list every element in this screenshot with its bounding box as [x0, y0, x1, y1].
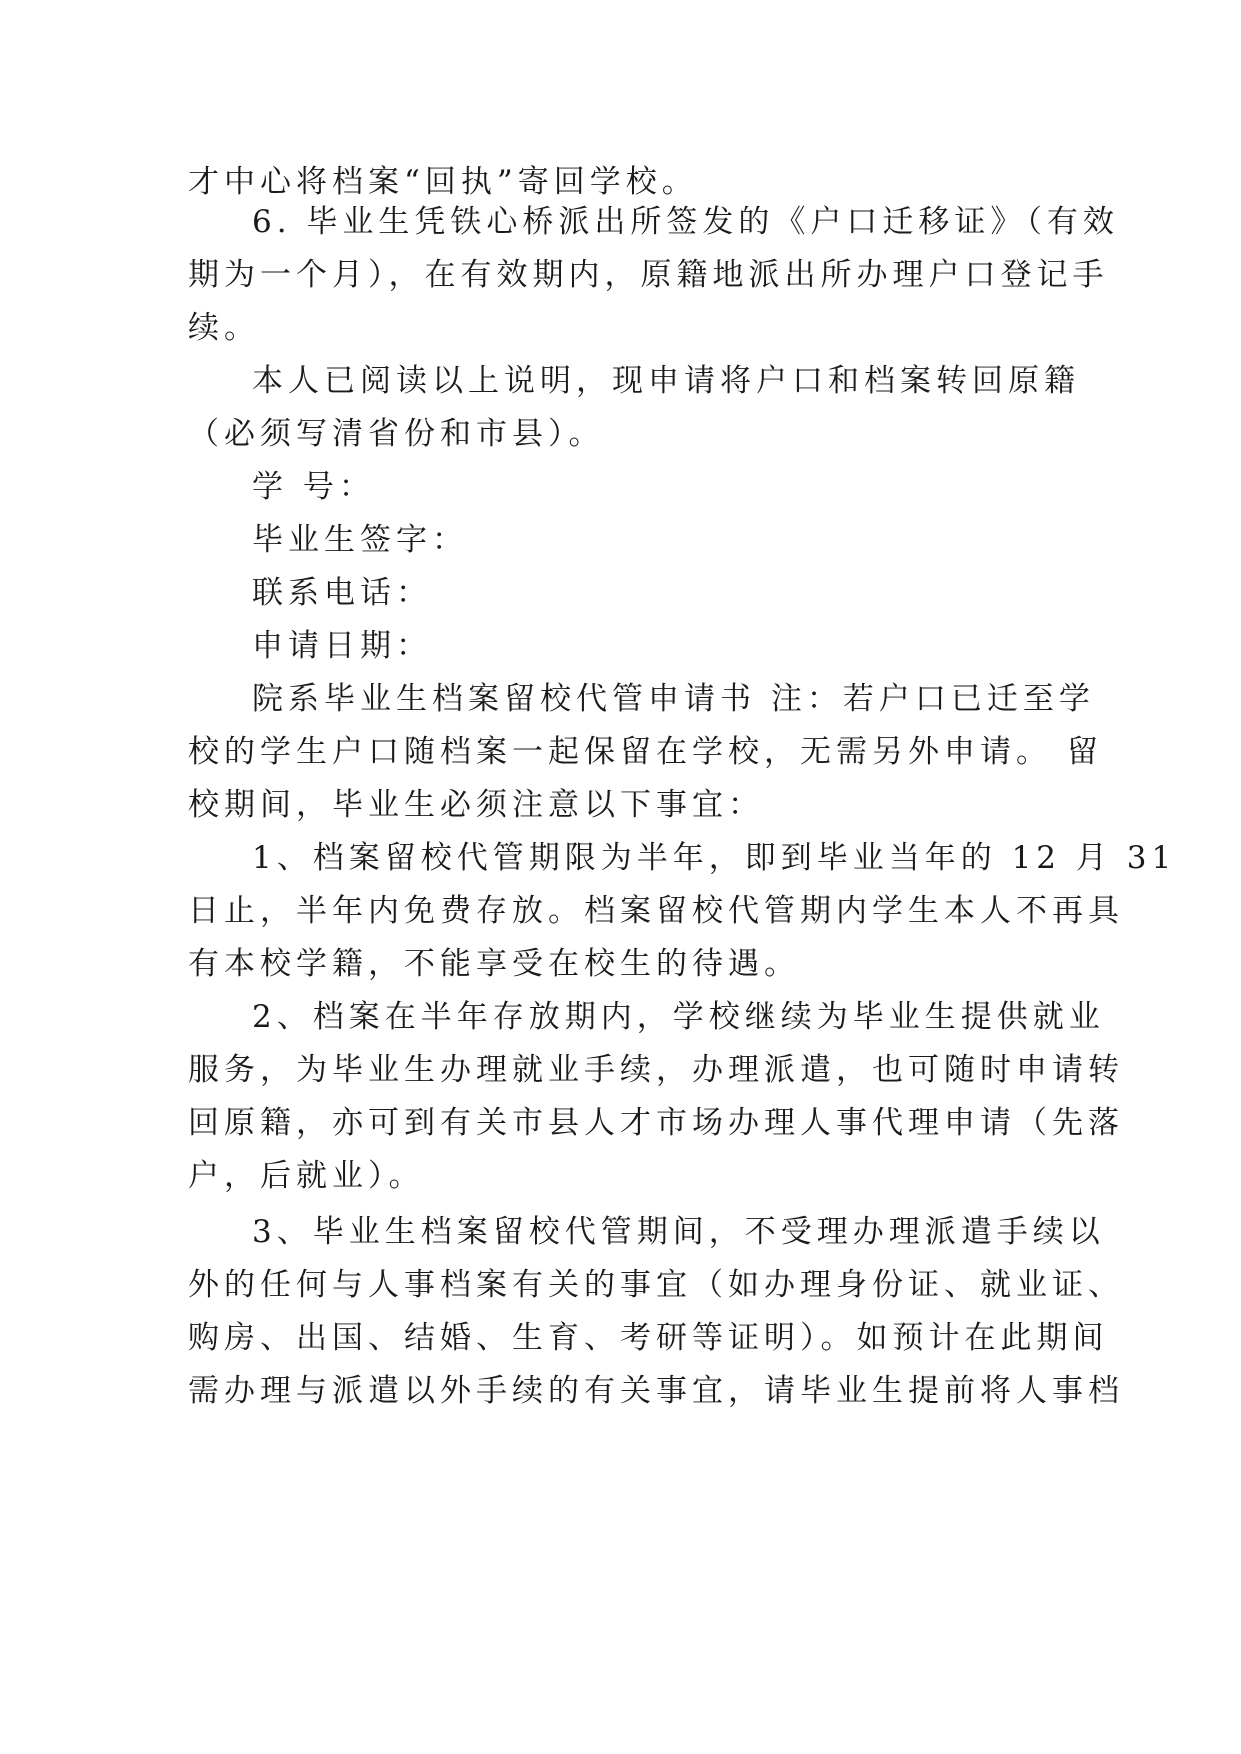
text-line: 6. 毕业生凭铁心桥派出所签发的《户口迁移证》（有效 — [252, 204, 1119, 240]
text-line: 回原籍，亦可到有关市县人才市场办理人事代理申请（先落 — [188, 1105, 1124, 1141]
text-line: 服务，为毕业生办理就业手续，办理派遣，也可随时申请转 — [188, 1052, 1124, 1088]
text-line: 才中心将档案“回执”寄回学校。 — [188, 164, 698, 200]
field-label-signature: 毕业生签字： — [252, 522, 468, 558]
text-line: 2、档案在半年存放期内，学校继续为毕业生提供就业 — [252, 999, 1105, 1035]
field-label-date: 申请日期： — [252, 628, 432, 664]
text-line: 本人已阅读以上说明，现申请将户口和档案转回原籍 — [252, 363, 1080, 399]
text-line: 院系毕业生档案留校代管申请书 注：若户口已迁至学 — [252, 681, 1095, 717]
text-line: 续。 — [188, 310, 260, 346]
field-label-student-id: 学 号： — [252, 469, 375, 505]
text-line: 需办理与派遣以外手续的有关事宜，请毕业生提前将人事档 — [188, 1373, 1124, 1409]
text-line: 有本校学籍，不能享受在校生的待遇。 — [188, 946, 800, 982]
text-line: 户，后就业）。 — [188, 1158, 425, 1194]
text-line: 外的任何与人事档案有关的事宜（如办理身份证、就业证、 — [188, 1267, 1124, 1303]
field-label-phone: 联系电话： — [252, 575, 432, 611]
text-line: 期为一个月），在有效期内，原籍地派出所办理户口登记手 — [188, 257, 1109, 293]
text-line: （必须写清省份和市县）。 — [188, 416, 605, 452]
text-line: 校期间，毕业生必须注意以下事宜： — [188, 787, 764, 823]
text-line: 日止，半年内免费存放。档案留校代管期内学生本人不再具 — [188, 893, 1124, 929]
text-line: 3、毕业生档案留校代管期间，不受理办理派遣手续以 — [252, 1214, 1105, 1250]
text-line: 购房、出国、结婚、生育、考研等证明）。如预计在此期间 — [188, 1320, 1109, 1356]
text-line: 校的学生户口随档案一起保留在学校，无需另外申请。 留 — [188, 734, 1103, 770]
text-line: 1、档案留校代管期限为半年，即到毕业当年的 12 月 31 — [252, 840, 1177, 876]
